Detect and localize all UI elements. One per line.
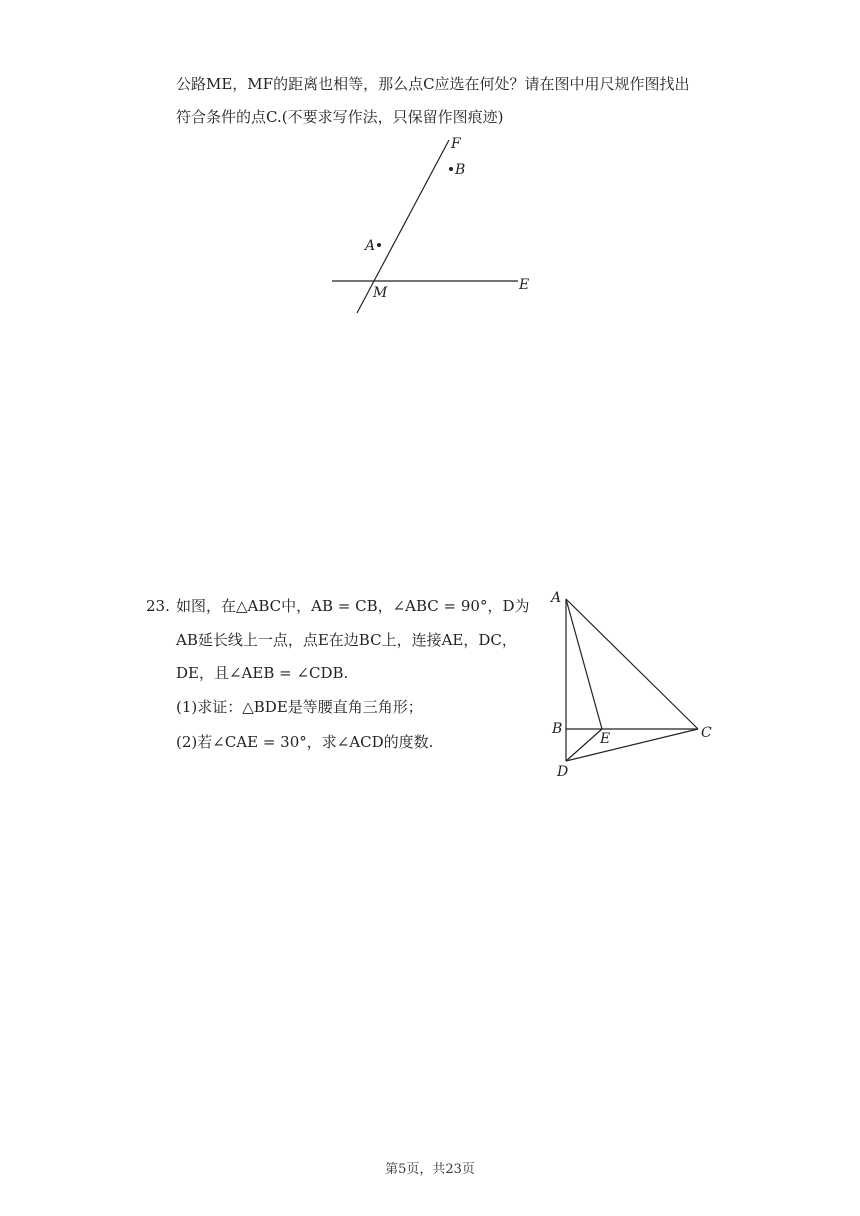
label-m: M bbox=[373, 285, 388, 301]
label-c: C bbox=[701, 725, 712, 741]
segment-ac bbox=[566, 599, 698, 729]
q22-text-line-2: 符合条件的点C.(不要求写作法，只保留作图痕迹) bbox=[176, 108, 504, 126]
label-a: A bbox=[551, 590, 562, 606]
q23-text-line-3: DE，且∠AEB = ∠CDB. bbox=[176, 664, 349, 682]
q23-text-line-1: 如图，在△ABC中，AB = CB，∠ABC = 90°，D为 bbox=[176, 597, 530, 615]
label-f: F bbox=[451, 136, 461, 152]
segment-dc bbox=[566, 729, 698, 761]
q23-part-2: (2)若∠CAE = 30°，求∠ACD的度数. bbox=[176, 733, 434, 751]
label-b: B bbox=[455, 162, 466, 178]
segment-ae bbox=[566, 599, 602, 729]
q22-text-line-1: 公路ME，MF的距离也相等，那么点C应选在何处？请在图中用尺规作图找出 bbox=[176, 75, 690, 93]
page-footer: 第5页，共23页 bbox=[385, 1162, 475, 1177]
q23-part-1: (1)求证：△BDE是等腰直角三角形； bbox=[176, 698, 423, 716]
label-e: E bbox=[600, 731, 611, 747]
label-e: E bbox=[519, 277, 530, 293]
q23-text-line-2: AB延长线上一点，点E在边BC上，连接AE，DC， bbox=[176, 631, 517, 649]
label-d: D bbox=[557, 764, 569, 780]
label-a: A bbox=[365, 238, 376, 254]
label-b: B bbox=[552, 721, 563, 737]
q23-number: 23. bbox=[146, 597, 170, 615]
